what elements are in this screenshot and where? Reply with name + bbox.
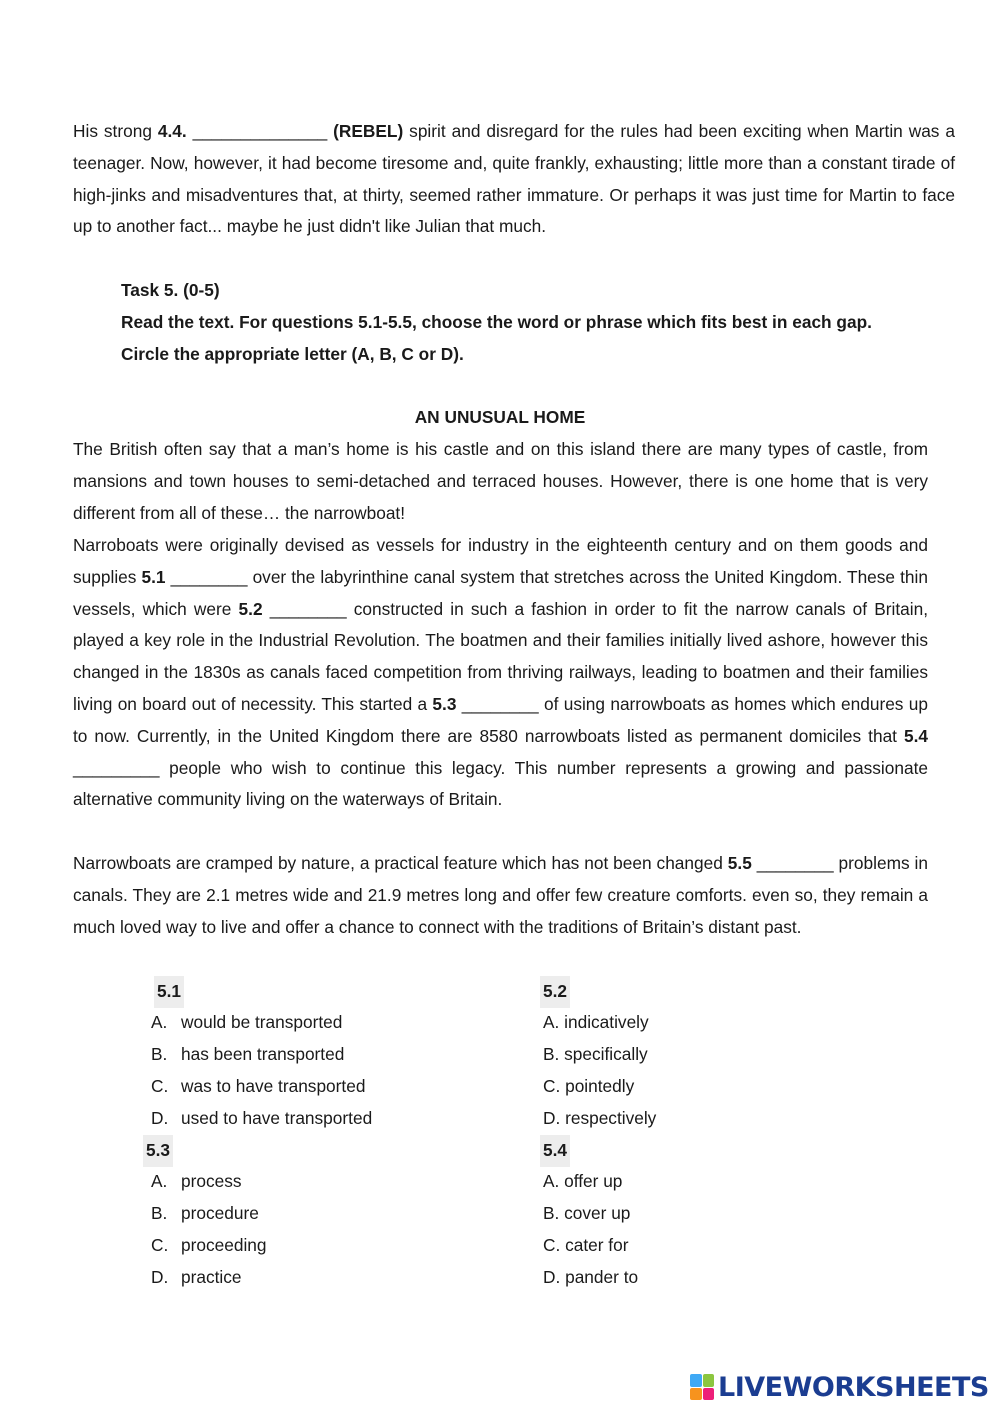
question-label-5-2: 5.2 — [540, 976, 570, 1008]
question-label-5-1: 5.1 — [154, 976, 184, 1008]
option-5-3-b[interactable]: B. procedure — [151, 1203, 259, 1223]
option-5-3-a[interactable]: A. process — [151, 1171, 242, 1191]
option-5-2-c[interactable]: C. pointedly — [543, 1076, 635, 1096]
answer-gap-4-4: ______________ — [192, 121, 334, 141]
task-instruction: Read the text. For questions 5.1-5.5, choose the word or phrase which fits best in each gap. — [121, 312, 872, 332]
option-5-2-a[interactable]: A. indicatively — [543, 1012, 649, 1032]
option-5-4-b[interactable]: B. cover up — [543, 1203, 631, 1223]
article-paragraph: The British often say that a man’s home is his castle and on this island there are many types of castle, from mansions and town houses to semi-detached and terraced houses. However, there is one home that is very different from all of these… the narrowboat! — [73, 439, 928, 523]
option-5-3-d[interactable]: D. practice — [151, 1267, 242, 1287]
question-label-5-3: 5.3 — [143, 1135, 173, 1167]
option-5-1-d[interactable]: D. used to have transported — [151, 1108, 373, 1128]
task-instruction: Circle the appropriate letter (A, B, C or D). — [121, 344, 464, 364]
gap-number-5-4: 5.4 — [903, 725, 928, 746]
option-5-3-c[interactable]: C. proceeding — [151, 1235, 267, 1255]
option-5-2-d[interactable]: D. respectively — [543, 1108, 657, 1128]
gap-number-5-3: 5.3 — [432, 693, 457, 714]
liveworksheets-logo — [690, 1372, 989, 1402]
keyword-rebel: (REBEL) — [333, 121, 404, 141]
option-5-1-c[interactable]: C. was to have transported — [151, 1076, 366, 1096]
question-label-5-4: 5.4 — [540, 1135, 570, 1167]
option-5-1-b[interactable]: B. has been transported — [151, 1044, 345, 1064]
article-paragraph: Narrowboats are cramped by nature, a practical feature which has not been changed 5.5 ________ problems in canals. They are 2.1 metres wide and 21.9 metres long and offer few creature comforts. even so, they remain a much loved way to live and offer a chance to connect with the traditions of Britain’s distant past. — [73, 853, 928, 937]
question-number-4-4: 4.4. — [157, 121, 193, 141]
gap-number-5-1: 5.1 — [141, 566, 166, 587]
option-5-4-c[interactable]: C. cater for — [543, 1235, 629, 1255]
liveworksheets-logo-icon — [690, 1374, 714, 1400]
task-title: Task 5. (0-5) — [121, 280, 220, 300]
article-title: AN UNUSUAL HOME — [414, 407, 586, 427]
option-5-1-a[interactable]: A. would be transported — [151, 1012, 343, 1032]
gap-number-5-5: 5.5 — [727, 853, 752, 873]
logo-text: LIVEWORKSHEETS — [718, 1371, 989, 1403]
option-5-4-d[interactable]: D. pander to — [543, 1267, 639, 1287]
article-paragraph: Narroboats were originally devised as vessels for industry in the eighteenth century and on them goods and supplies 5.1 ________ over the labyrinthine canal system that stretches across the United Kingdom. These thin vessels, which were 5.2 ________ constructed in such a fashion in order to fit the narrow canals of Britain, played a key role in the Industrial Revolution. The boatmen and their families initially lived ashore, however this changed in the 1830s as canals faced competition from thriving railways, leading to boatmen and their families living on board out of necessity. This started a 5.3 ________ of using narrowboats as homes which endures up to now. Currently, in the United Kingdom there are 8580 narrowboats listed as permanent domiciles that 5.4 _________ people who wish to continue this legacy. This number represents a growing and passionate alternative community living on the waterways of Britain. — [73, 535, 928, 810]
intro-paragraph: His strong 4.4. ______________ (REBEL) spirit and disregard for the rules had been exciting when Martin was a teenager. Now, however, it had become tiresome and, quite frankly, exhausting; little more than a constant tirade of high-jinks and misadventures that, at thirty, seemed rather immature. Or perhaps it was just time for Martin to face up to another fact... maybe he just didn't like Julian that much. — [73, 121, 955, 237]
option-5-4-a[interactable]: A. offer up — [543, 1171, 623, 1191]
option-5-2-b[interactable]: B. specifically — [543, 1044, 648, 1064]
gap-number-5-2: 5.2 — [238, 598, 263, 619]
